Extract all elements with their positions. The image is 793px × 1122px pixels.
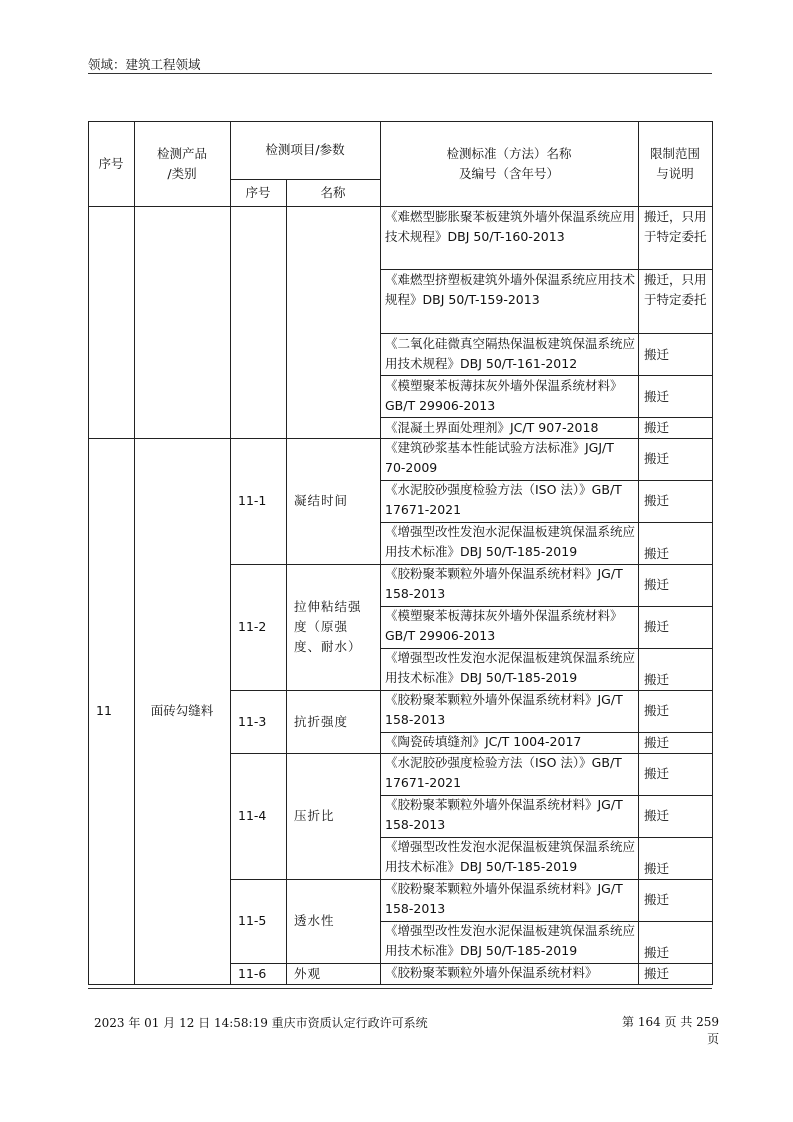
- standard-cell: 《水泥胶砂强度检验方法（ISO 法）》GB/T 17671-2021: [385, 755, 622, 790]
- header-product: 检测产品 /类别: [156, 145, 207, 181]
- header-name: 名称: [320, 184, 346, 200]
- col-rule: [712, 121, 713, 985]
- header-bottom-rule: [88, 206, 712, 207]
- group-name: 外观: [294, 965, 322, 981]
- col-rule: [286, 179, 287, 985]
- group-seq: 11-3: [238, 713, 267, 729]
- standard-cell: 《混凝土界面处理剂》JC/T 907-2018: [385, 420, 599, 435]
- limit-cell: 搬迁: [644, 346, 670, 362]
- section-seq: 11: [96, 703, 112, 718]
- col-rule: [134, 121, 135, 985]
- row-rule: [88, 438, 712, 439]
- row-rule: [380, 732, 712, 733]
- header-standard: 检测标准（方法）名称 及编号（含年号）: [446, 145, 572, 181]
- limit-cell: 搬迁: [644, 619, 670, 634]
- row-rule: [380, 963, 712, 964]
- row-rule: [380, 753, 712, 754]
- limit-cell: 搬迁: [644, 703, 670, 718]
- domain-header: 领域：建筑工程领域: [88, 57, 201, 72]
- standard-cell: 《二氧化硅微真空隔热保温板建筑保温系统应用技术规程》DBJ 50/T-161-2012: [385, 336, 636, 371]
- group-name: 抗折强度: [294, 713, 349, 729]
- table-border-top: [88, 121, 712, 122]
- limit-cell: 搬迁: [644, 493, 670, 508]
- limit-cell: 搬迁: [644, 734, 670, 750]
- row-rule: [380, 879, 712, 880]
- footer-page-number: 第 164 页 共 259 页: [622, 1015, 720, 1046]
- row-rule: [380, 648, 712, 649]
- group-seq: 11-5: [238, 913, 267, 928]
- header-limit: 限制范围 与说明: [649, 145, 700, 181]
- standard-cell: 《陶瓷砖填缝剂》JC/T 1004-2017: [385, 734, 582, 749]
- col-rule: [638, 121, 639, 985]
- footer-rule: [88, 988, 712, 989]
- limit-cell: 搬迁: [644, 420, 670, 435]
- standard-cell: 《胶粉聚苯颗粒外墙外保温系统材料》: [385, 965, 598, 980]
- limit-cell: 搬迁: [644, 672, 670, 687]
- limit-cell: 搬迁，只用于特定委托: [644, 209, 707, 244]
- row-rule: [380, 522, 712, 523]
- row-rule: [380, 921, 712, 922]
- group-rule: [230, 963, 380, 964]
- standard-cell: 《胶粉聚苯颗粒外墙外保温系统材料》JG/T 158-2013: [385, 692, 623, 727]
- standard-cell: 《增强型改性发泡水泥保温板建筑保温系统应用技术标准》DBJ 50/T-185-2019: [385, 650, 636, 685]
- row-rule: [380, 837, 712, 838]
- table-border-bottom: [88, 984, 712, 985]
- header-subdivider: [230, 179, 380, 180]
- footer-timestamp-system: 2023 年 01 月 12 日 14:58:19 重庆市资质认定行政许可系统: [94, 1016, 428, 1030]
- group-rule: [230, 753, 380, 754]
- standard-cell: 《模塑聚苯板薄抹灰外墙外保温系统材料》GB/T 29906-2013: [385, 608, 623, 643]
- standard-cell: 《胶粉聚苯颗粒外墙外保温系统材料》JG/T 158-2013: [385, 566, 623, 601]
- header-rule: [88, 73, 712, 74]
- row-rule: [380, 606, 712, 607]
- limit-cell: 搬迁: [644, 808, 670, 823]
- standard-cell: 《难燃型挤塑板建筑外墙外保温系统应用技术规程》DBJ 50/T-159-2013: [385, 272, 636, 307]
- group-rule: [230, 690, 380, 691]
- group-name: 凝结时间: [294, 493, 349, 508]
- standard-cell: 《增强型改性发泡水泥保温板建筑保温系统应用技术标准》DBJ 50/T-185-2019: [385, 839, 636, 874]
- col-rule: [380, 121, 381, 985]
- row-rule: [380, 690, 712, 691]
- row-rule: [380, 333, 712, 334]
- header-item-param: 检测项目/参数: [265, 142, 345, 157]
- row-rule: [380, 375, 712, 376]
- group-seq: 11-2: [238, 619, 267, 634]
- group-name: 透水性: [294, 913, 335, 928]
- group-seq: 11-6: [238, 965, 267, 981]
- limit-cell: 搬迁: [644, 766, 670, 781]
- limit-cell: 搬迁: [644, 546, 670, 561]
- col-rule: [230, 121, 231, 985]
- header-seq: 序号: [98, 155, 124, 171]
- standard-cell: 《胶粉聚苯颗粒外墙外保温系统材料》JG/T 158-2013: [385, 881, 623, 916]
- col-rule: [88, 121, 89, 985]
- limit-cell: 搬迁: [644, 861, 670, 876]
- group-name: 压折比: [294, 808, 335, 823]
- group-seq: 11-4: [238, 808, 267, 823]
- group-name: 拉伸粘结强度（原强度、耐水）: [294, 599, 362, 654]
- group-rule: [230, 564, 380, 565]
- row-rule: [380, 480, 712, 481]
- limit-cell: 搬迁: [644, 965, 670, 981]
- limit-cell: 搬迁: [644, 892, 670, 907]
- header-sub-seq: 序号: [245, 184, 271, 200]
- group-seq: 11-1: [238, 493, 267, 508]
- row-rule: [380, 417, 712, 418]
- limit-cell: 搬迁: [644, 577, 670, 592]
- group-rule: [230, 879, 380, 880]
- row-rule: [380, 795, 712, 796]
- limit-cell: 搬迁: [644, 451, 670, 466]
- standard-cell: 《模塑聚苯板薄抹灰外墙外保温系统材料》GB/T 29906-2013: [385, 378, 623, 413]
- standard-cell: 《难燃型膨胀聚苯板建筑外墙外保温系统应用技术规程》DBJ 50/T-160-2013: [385, 209, 636, 244]
- standard-cell: 《增强型改性发泡水泥保温板建筑保温系统应用技术标准》DBJ 50/T-185-2019: [385, 923, 636, 958]
- row-rule: [380, 564, 712, 565]
- standard-cell: 《胶粉聚苯颗粒外墙外保温系统材料》JG/T 158-2013: [385, 797, 623, 832]
- standard-cell: 《水泥胶砂强度检验方法（ISO 法）》GB/T 17671-2021: [385, 482, 622, 517]
- standard-cell: 《建筑砂浆基本性能试验方法标准》JGJ/T 70-2009: [385, 440, 614, 475]
- row-rule: [380, 269, 712, 270]
- limit-cell: 搬迁: [644, 945, 670, 960]
- standard-cell: 《增强型改性发泡水泥保温板建筑保温系统应用技术标准》DBJ 50/T-185-2019: [385, 524, 636, 559]
- limit-cell: 搬迁: [644, 388, 670, 404]
- section-product: 面砖勾缝料: [150, 703, 214, 718]
- limit-cell: 搬迁，只用于特定委托: [644, 272, 707, 307]
